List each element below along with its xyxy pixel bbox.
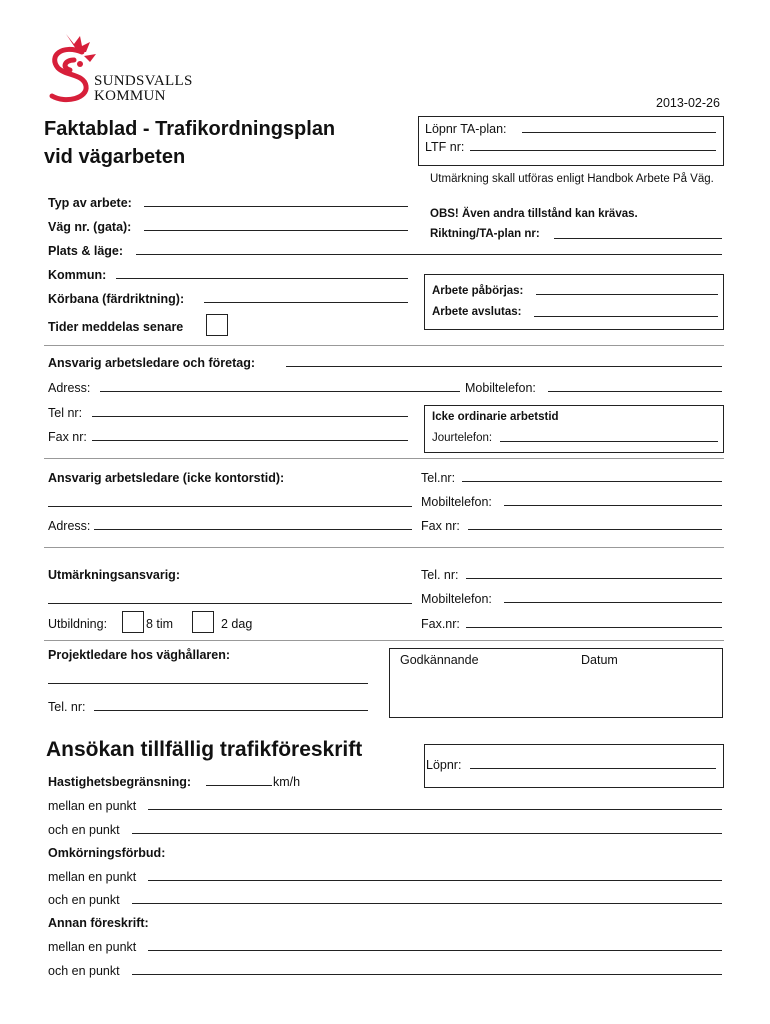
tel-nr-3-label: Tel. nr:	[421, 568, 459, 582]
adress-2-field[interactable]	[94, 529, 412, 530]
omkorning-label: Omkörningsförbud:	[48, 846, 166, 860]
page-title-line2: vid vägarbeten	[44, 146, 186, 168]
mobiltelefon-2-label: Mobiltelefon:	[421, 495, 492, 509]
lopnr-box	[424, 744, 724, 788]
fax-nr-field[interactable]	[92, 440, 408, 441]
divider-4	[44, 640, 724, 641]
arbete-borjas-field[interactable]	[536, 294, 718, 295]
omkorning-och-field[interactable]	[132, 903, 722, 904]
adress-label: Adress:	[48, 381, 91, 395]
kommun-label: Kommun:	[48, 268, 107, 282]
lopnr-field[interactable]	[470, 768, 716, 769]
projektledare-field[interactable]	[48, 683, 368, 684]
tel-nr-4-label: Tel. nr:	[48, 700, 86, 714]
vag-nr-label: Väg nr. (gata):	[48, 220, 132, 234]
fax-nr-label: Fax nr:	[48, 430, 87, 444]
lopnr-ta-plan-label: Löpnr TA-plan:	[425, 122, 507, 136]
work-dates-box	[424, 274, 724, 330]
divider-3	[44, 547, 724, 548]
hastighet-och-label: och en punkt	[48, 823, 120, 837]
document-date: 2013-02-26	[656, 96, 720, 110]
logo-name-line1: SUNDSVALLS	[94, 73, 193, 89]
tel-nr-3-field[interactable]	[466, 578, 722, 579]
fax-nr-3-label: Fax.nr:	[421, 617, 460, 631]
divider-2	[44, 458, 724, 459]
riktning-label: Riktning/TA-plan nr:	[430, 228, 540, 240]
fax-nr-2-field[interactable]	[468, 529, 722, 530]
arbete-avslutas-field[interactable]	[534, 316, 718, 317]
annan-label: Annan föreskrift:	[48, 916, 149, 930]
obs-text: OBS! Även andra tillstånd kan krävas.	[430, 208, 638, 220]
kmh-label: km/h	[273, 775, 301, 789]
ansvarig-arbetsledare-field[interactable]	[286, 366, 722, 367]
lopnr-ta-plan-field[interactable]	[522, 132, 716, 133]
riktning-field[interactable]	[554, 238, 722, 239]
annan-mellan-label: mellan en punkt	[48, 940, 137, 954]
ansvarig-arbetsledare-label: Ansvarig arbetsledare och företag:	[48, 356, 256, 370]
fax-nr-3-field[interactable]	[466, 627, 722, 628]
utbildning-2dag-checkbox[interactable]	[192, 611, 214, 633]
utbildning-8tim-label: 8 tim	[146, 617, 174, 631]
vag-nr-field[interactable]	[144, 230, 408, 231]
mobiltelefon-label: Mobiltelefon:	[465, 381, 536, 395]
arbete-borjas-label: Arbete påbörjas:	[432, 285, 524, 297]
omkorning-mellan-field[interactable]	[148, 880, 722, 881]
datum-label: Datum	[581, 653, 618, 667]
plats-lage-label: Plats & läge:	[48, 244, 124, 258]
tel-nr-label: Tel nr:	[48, 406, 83, 420]
info-text: Utmärkning skall utföras enligt Handbok Arbete På Väg.	[430, 173, 714, 185]
logo-name-line2: KOMMUN	[94, 88, 166, 104]
tider-label: Tider meddelas senare	[48, 320, 184, 334]
omkorning-och-label: och en punkt	[48, 893, 120, 907]
utbildning-label: Utbildning:	[48, 617, 108, 631]
annan-och-field[interactable]	[132, 974, 722, 975]
tel-nr-4-field[interactable]	[94, 710, 368, 711]
mobiltelefon-2-field[interactable]	[504, 505, 722, 506]
ansvarig-icke-kontorstid-label: Ansvarig arbetsledare (icke kontorstid):	[48, 471, 285, 485]
jourtelefon-field[interactable]	[500, 441, 718, 442]
hastighet-mellan-field[interactable]	[148, 809, 722, 810]
adress-2-label: Adress:	[48, 519, 91, 533]
ansvarig-icke-kontorstid-field[interactable]	[48, 506, 412, 507]
utmarkningsansvarig-label: Utmärkningsansvarig:	[48, 568, 180, 582]
utbildning-8tim-checkbox[interactable]	[122, 611, 144, 633]
tel-nr-2-label: Tel.nr:	[421, 471, 456, 485]
tel-nr-2-field[interactable]	[462, 481, 722, 482]
omkorning-mellan-label: mellan en punkt	[48, 870, 137, 884]
hastighet-mellan-label: mellan en punkt	[48, 799, 137, 813]
mobiltelefon-3-field[interactable]	[504, 602, 722, 603]
tider-checkbox[interactable]	[206, 314, 228, 336]
logo	[44, 30, 204, 110]
plats-lage-field[interactable]	[136, 254, 722, 255]
arbete-avslutas-label: Arbete avslutas:	[432, 306, 522, 318]
icke-ordinarie-title: Icke ordinarie arbetstid	[432, 411, 559, 423]
adress-field[interactable]	[100, 391, 460, 392]
lopnr-label: Löpnr:	[426, 758, 462, 772]
ltf-label: LTF nr:	[425, 140, 465, 154]
hastighet-label: Hastighetsbegränsning:	[48, 775, 192, 789]
annan-mellan-field[interactable]	[148, 950, 722, 951]
korbana-field[interactable]	[204, 302, 408, 303]
page-title-line1: Faktablad - Trafikordningsplan	[44, 118, 336, 140]
divider-1	[44, 345, 724, 346]
typ-av-arbete-label: Typ av arbete:	[48, 196, 132, 210]
korbana-label: Körbana (färdriktning):	[48, 292, 185, 306]
hastighet-och-field[interactable]	[132, 833, 722, 834]
tel-nr-field[interactable]	[92, 416, 408, 417]
ltf-field[interactable]	[470, 150, 716, 151]
kommun-field[interactable]	[116, 278, 408, 279]
jourtelefon-label: Jourtelefon:	[432, 432, 493, 444]
hastighet-field[interactable]	[206, 785, 272, 786]
fax-nr-2-label: Fax nr:	[421, 519, 460, 533]
typ-av-arbete-field[interactable]	[144, 206, 408, 207]
ansokan-title: Ansökan tillfällig trafikföreskrift	[46, 738, 363, 761]
mobiltelefon-field[interactable]	[548, 391, 722, 392]
mobiltelefon-3-label: Mobiltelefon:	[421, 592, 492, 606]
utmarkningsansvarig-field[interactable]	[48, 603, 412, 604]
utbildning-2dag-label: 2 dag	[221, 617, 253, 631]
annan-och-label: och en punkt	[48, 964, 120, 978]
projektledare-label: Projektledare hos väghållaren:	[48, 648, 231, 662]
godkannande-label: Godkännande	[400, 653, 479, 667]
